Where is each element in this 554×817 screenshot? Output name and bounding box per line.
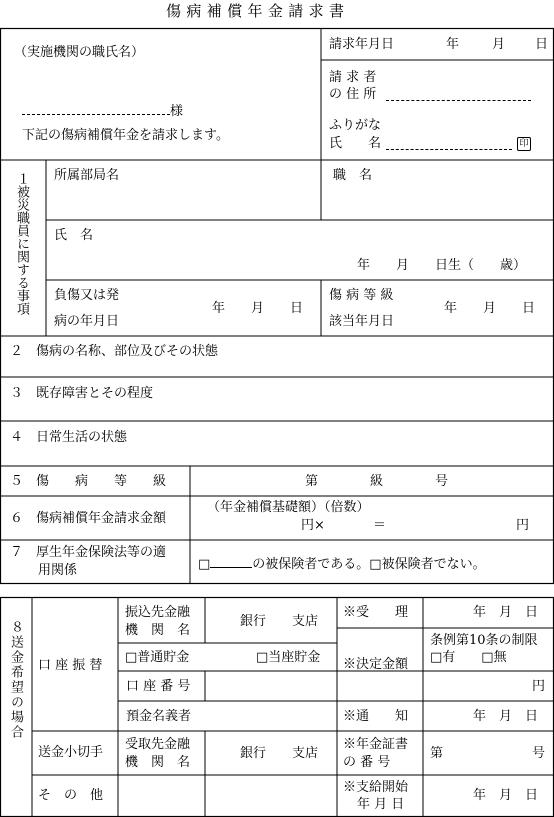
row6-top: （年金補償基礎額）（倍数） bbox=[207, 500, 370, 515]
cert-dai: 第 bbox=[430, 746, 444, 761]
section1-heading: １被災職員に関する事項 bbox=[14, 172, 29, 315]
seal-icon: 印 bbox=[517, 136, 531, 151]
transfer-label: 口 座 振 替 bbox=[38, 658, 103, 673]
row6-yen2: 円 bbox=[516, 518, 530, 533]
recv-value: 銀行 支店 bbox=[240, 746, 319, 761]
birth-date: 年 月 日生（ 歳） bbox=[357, 258, 527, 273]
article-label: 条例第10条の制限 bbox=[430, 633, 538, 648]
request-year: 年 bbox=[446, 37, 460, 52]
row4-label: ４ 日常生活の状態 bbox=[10, 430, 128, 445]
row7-value bbox=[198, 555, 486, 571]
furigana-label: ふりがな bbox=[329, 118, 382, 133]
article-checkboxes[interactable]: □有 □無 bbox=[430, 650, 507, 665]
deposit-current-checkbox[interactable]: □当座貯金 bbox=[256, 650, 321, 665]
recv-label-1: 受取先金融 bbox=[125, 737, 191, 752]
address-label-1: 請 求 者 bbox=[329, 70, 377, 85]
request-day: 日 bbox=[535, 37, 549, 52]
start-date: 年 月 日 bbox=[473, 788, 539, 803]
section8-heading: ８送金希望の場合 bbox=[8, 620, 23, 740]
account-holder-label: 預金名義者 bbox=[126, 709, 192, 724]
bank-label-2: 機 関 名 bbox=[125, 623, 191, 638]
grade-label-1: 傷 病 等 級 bbox=[329, 288, 394, 303]
start-label-1: ※支給開始 bbox=[343, 780, 409, 795]
recv-label-2: 機 関 名 bbox=[125, 755, 191, 770]
notice-date: 年 月 日 bbox=[473, 709, 539, 724]
request-text: 下記の傷病補償年金を請求します。 bbox=[22, 128, 229, 143]
row5-label: ５ 傷 病 等 級 bbox=[10, 474, 167, 489]
account-no-label: 口 座 番 号 bbox=[126, 679, 191, 694]
row5-value: 第 級 号 bbox=[305, 474, 449, 489]
org-label: （実施機関の職氏名） bbox=[14, 45, 145, 60]
cert-label-1: ※年金証書 bbox=[343, 737, 409, 752]
name-label: 氏 名 bbox=[329, 136, 382, 151]
injury-label-2: 病の年月日 bbox=[54, 314, 120, 329]
received-date: 年 月 日 bbox=[473, 605, 539, 620]
deposit-ordinary-checkbox[interactable]: □普通貯金 bbox=[125, 650, 190, 665]
victim-name-label: 氏 名 bbox=[54, 228, 94, 243]
grade-date: 年 月 日 bbox=[444, 301, 536, 316]
addressee-line[interactable] bbox=[22, 102, 183, 118]
sama-text: 様 bbox=[170, 104, 184, 119]
job-label: 職 名 bbox=[333, 168, 373, 183]
row7-label-2: 用関係 bbox=[38, 563, 78, 578]
decided-label: ※決定金額 bbox=[343, 657, 409, 672]
check-label: 送金小切手 bbox=[38, 745, 104, 760]
cert-go: 号 bbox=[532, 746, 546, 761]
grade-label-2: 該当年月日 bbox=[329, 314, 395, 329]
request-month: 月 bbox=[492, 37, 506, 52]
dept-label: 所属部局名 bbox=[54, 168, 120, 183]
row6-eq: ＝ bbox=[373, 518, 387, 533]
cert-label-2: の 番 号 bbox=[343, 755, 391, 770]
notice-label: ※通 知 bbox=[343, 709, 409, 724]
injury-date: 年 月 日 bbox=[212, 301, 304, 316]
start-label-2: 年 月 日 bbox=[357, 797, 405, 812]
row6-yen1: 円× bbox=[301, 518, 325, 533]
form-title: 傷 病 補 償 年 金 請 求 書 bbox=[166, 2, 345, 20]
row7-label-1: ７ 厚生年金保険法等の適 bbox=[10, 545, 167, 560]
bank-value: 銀行 支店 bbox=[240, 614, 319, 629]
insurance-checkbox[interactable]: □ bbox=[198, 557, 211, 572]
address-field[interactable] bbox=[386, 88, 531, 104]
row7-value-text: の被保険者である。□被保険者でない。 bbox=[252, 557, 486, 572]
row3-label: ３ 既存障害とその程度 bbox=[10, 386, 154, 401]
yen-label: 円 bbox=[532, 679, 546, 694]
bank-label-1: 振込先金融 bbox=[125, 605, 191, 620]
insurance-type-field[interactable] bbox=[210, 555, 252, 568]
request-date-label: 請求年月日 bbox=[329, 37, 395, 52]
row2-label: ２ 傷病の名称、部位及びその状態 bbox=[10, 344, 219, 359]
address-label-2: の 住 所 bbox=[329, 87, 377, 102]
received-label: ※受 理 bbox=[343, 605, 409, 620]
other-label: そ の 他 bbox=[38, 788, 104, 803]
injury-label-1: 負傷又は発 bbox=[54, 288, 120, 303]
row6-label: ６ 傷病補償年金請求金額 bbox=[10, 511, 167, 526]
name-field[interactable] bbox=[386, 137, 512, 153]
